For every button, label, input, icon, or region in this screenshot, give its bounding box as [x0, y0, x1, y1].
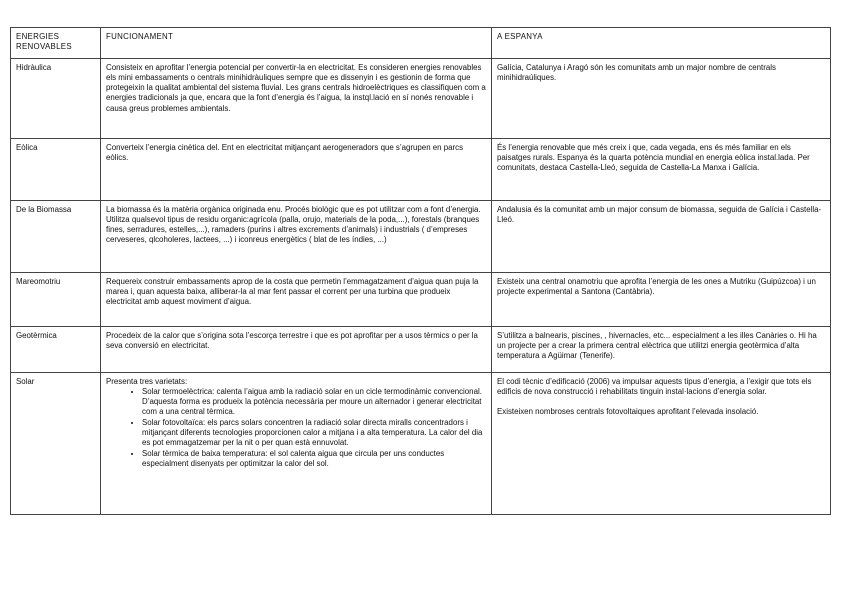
energy-function: Converteix l’energia cinètica del. Ent en electricitat mitjançant aerogeneradors que s’agrupen en parcs eòlics. [101, 138, 492, 200]
header-a-espanya: A ESPANYA [492, 28, 831, 59]
solar-intro: Presenta tres varietats: [106, 376, 188, 386]
energy-in-spain: Existeix una central onamotriu que aprofita l’energia de les ones a Mutriku (Guipúzcoa) i un projecte experimental a Santona (Cantàbria). [492, 272, 831, 326]
solar-varieties-list [106, 387, 486, 469]
energy-name: Eòlica [11, 138, 101, 200]
energy-name: Hidràulica [11, 58, 101, 138]
energy-in-spain: Andalusia és la comunitat amb un major consum de biomassa, seguida de Galícia i Castella-Lleó. [492, 200, 831, 272]
energy-name: Mareomotriu [11, 272, 101, 326]
list-item: • Solar fotovoltaïca: els parcs solars concentren la radiació solar directa miralls concentradors i mitjançant diferents tecnologies proporcionen calor a mitjana i a alta temperatura. La calor del dia es pot emmagatzemar per la nit o per quan està ennuvolat. [142, 418, 486, 449]
solar-spain-paragraph-2: Existeixen nombroses centrals fotovoltaiques aprofitant l’elevada insolació. [497, 407, 759, 417]
header-energies: ENERGIES RENOVABLES [11, 28, 101, 59]
energy-name: Geotèrmica [11, 326, 101, 372]
energy-function [101, 372, 492, 514]
energy-function: Requereix construir embassaments aprop de la costa que permetin l’emmagatzament d’aigua quan puja la marea i, quan aquesta baixa, alliberar-la al mar fent passar el corrent per una turbina que produeix electricitat amb aquest moviment d’aigua. [101, 272, 492, 326]
list-item: • Solar tèrmica de baixa temperatura: el sol calenta aigua que circula per uns conductes especialment disenyats per optimitzar la calor del sol. [142, 449, 486, 470]
energy-name: De la Biomassa [11, 200, 101, 272]
table-row [11, 58, 831, 138]
table-row [11, 326, 831, 372]
energy-in-spain: S’utilitza a balnearis, piscines, , hivernacles, etc... especialment a les illes Canàries o. Hi ha un projecte per a crear la primera central elèctrica que utilitzi energia geotèrmica d’alta temperatura a Agüimar (Tenerife). [492, 326, 831, 372]
list-item: • Solar termoelèctrica: calenta l’aigua amb la radiació solar en un cicle termodinàmic convencional. D’aquesta forma es produeix la potència necessària per moure un alternador i generar electricitat com a una central tèrmica. [142, 387, 486, 418]
table-row [11, 138, 831, 200]
energy-function: Consisteix en aprofitar l’energia potencial per convertir-la en electricitat. Es consideren energies renovables els mini embassaments o centrals minihidràuliques sempre que es dissenyin i es gestionin de forma que protegeixin la qualitat ambiental del sistema fluvial. Les grans centrals hidroelèctriques es classifiquen com a energies tradicionals ja que, encara que la font d’energia és l’aigua, la instql.lació en sí nonés renovable i causa greus problemes ambientals. [101, 58, 492, 138]
renewable-energies-table [10, 27, 831, 515]
solar-spain-paragraph-1: El codi tècnic d’edificació (2006) va impulsar aquests tipus d’energia, a l’exigir que tots els edificis de nova construcció i rehabilitats tinguin instal·lacions d’energia solar. [497, 376, 812, 396]
table-row [11, 272, 831, 326]
energy-in-spain: Galícia, Catalunya i Aragó són les comunitats amb un major nombre de centrals minihidraúliques. [492, 58, 831, 138]
table-row [11, 200, 831, 272]
energy-function: La biomassa és la matèria orgànica originada enu. Procés biològic que es pot utilitzar com a font d’energia. Utilitza qualsevol tipus de residu organic:agrícola (palla, orujo, materials de la poda,...), forestals (branques fines, serradures, estelles,...), ramaders (purins i altres excrements d’animals) i industrials ( d’empreses cerveseres, qlcoholeres, lactees, ...) i iconreus energètics ( blat de les índies, ...) [101, 200, 492, 272]
table-header-row [11, 28, 831, 59]
energy-name: Solar [11, 372, 101, 514]
energy-in-spain: És l’energia renovable que més creix i que, cada vegada, ens és més familiar en els paisatges rurals. Espanya és la quarta potència mundial en energia eòlica instal.lada. Per comunitats, destaca Castella-Lleó, seguida de Castella-La Manxa i Galícia. [492, 138, 831, 200]
energy-function: Procedeix de la calor que s’origina sota l’escorça terrestre i que es pot aprofitar per a usos tèrmics o per la seva conversió en electricitat. [101, 326, 492, 372]
table-row [11, 372, 831, 514]
header-funcionament: FUNCIONAMENT [101, 28, 492, 59]
energy-in-spain [492, 372, 831, 514]
paragraph-gap [497, 397, 825, 407]
